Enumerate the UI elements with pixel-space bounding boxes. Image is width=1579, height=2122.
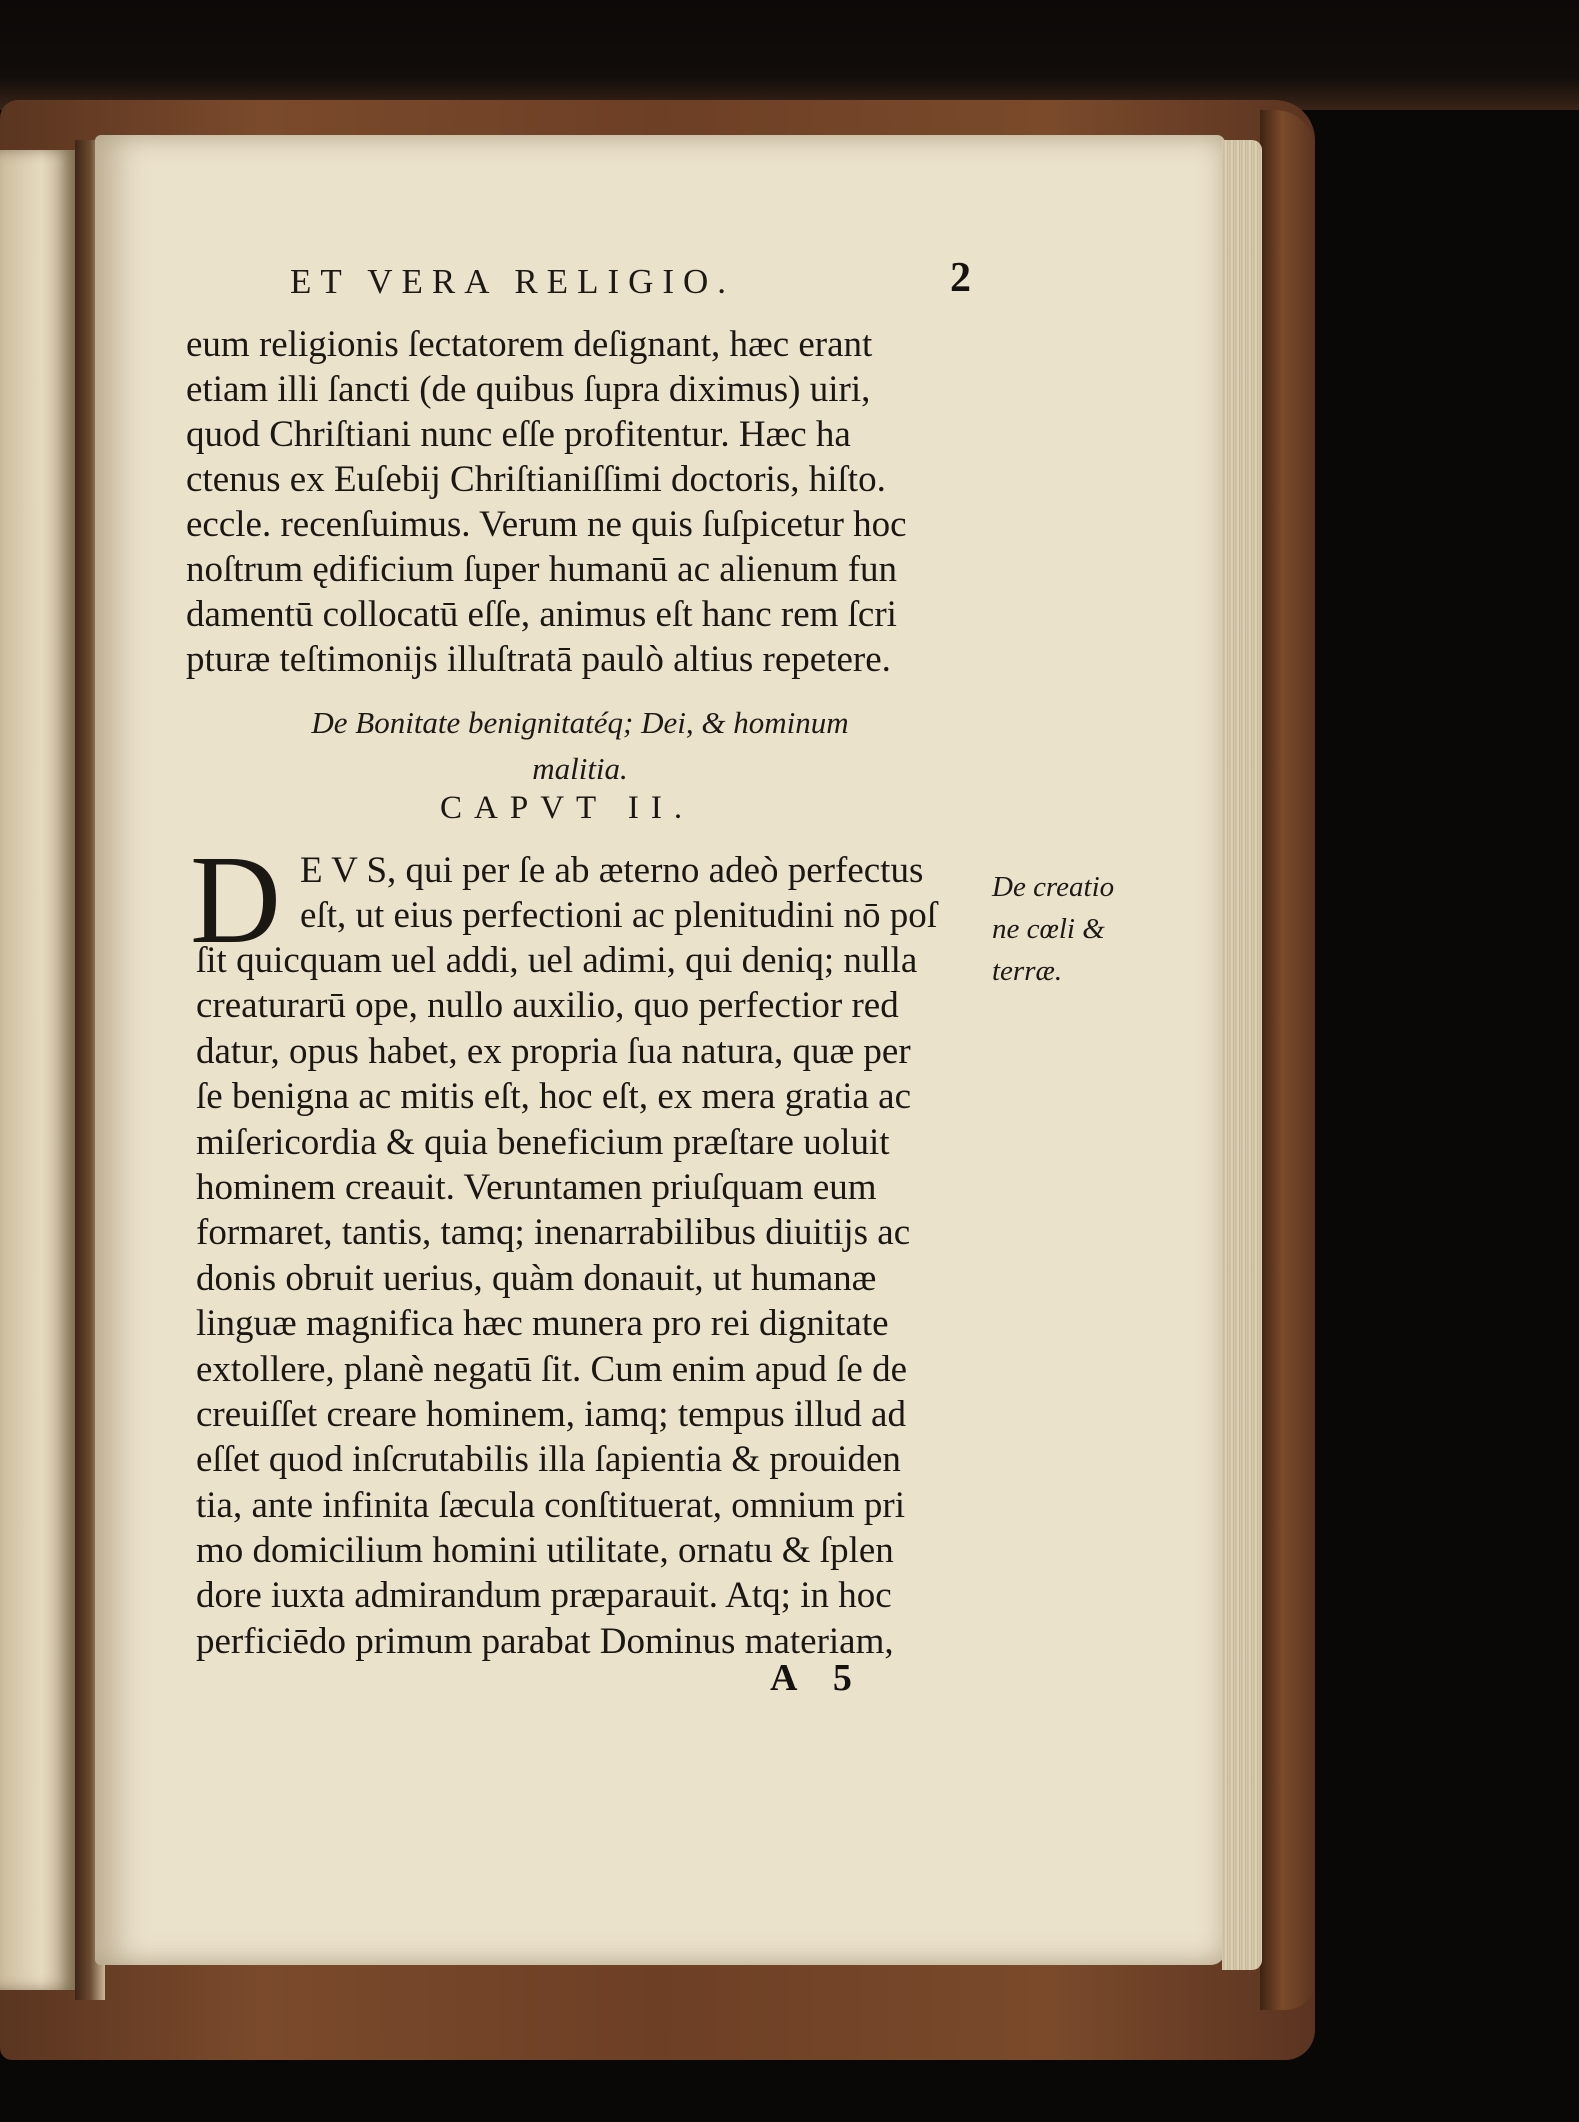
folio-number: 2 (950, 255, 971, 301)
chapter-line: formaret, tantis, tamq; inenarrabilibus diuitijs ac (196, 1212, 911, 1254)
chapter-heading: CAPVT II. (440, 790, 695, 826)
chapter-line: creaturarū ope, nullo auxilio, quo perfectior red (196, 985, 899, 1027)
body-line: ctenus ex Euſebij Chriſtianiſſimi doctoris, hiſto. (186, 459, 886, 500)
scan-background-top (0, 0, 1579, 110)
chapter-line: mo domicilium homini utilitate, ornatu & ſplen (196, 1530, 894, 1572)
chapter-line: eſt, ut eius perfectioni ac plenitudini nō poſ (300, 895, 938, 936)
marginal-note (992, 866, 1142, 992)
drop-cap: D (190, 831, 281, 970)
chapter-line: eſſet quod inſcrutabilis illa ſapientia & prouiden (196, 1439, 901, 1481)
section-subheading (220, 700, 940, 792)
marginal-line: terræ. (992, 955, 1063, 987)
body-line: damentū collocatū eſſe, animus eſt hanc rem ſcri (186, 594, 897, 635)
body-line: etiam illi ſancti (de quibus ſupra diximus) uiri, (186, 369, 871, 410)
chapter-line: donis obruit uerius, quàm donauit, ut humanæ (196, 1257, 877, 1299)
chapter-line: datur, opus habet, ex propria ſua natura, quæ per (196, 1030, 911, 1072)
chapter-opening-text (300, 848, 1000, 938)
signature-mark: A 5 (770, 1657, 866, 1699)
chapter-line: dore iuxta admirandum præparauit. Atq; in hoc (196, 1575, 892, 1617)
cover-fore-edge (1260, 110, 1315, 2010)
facing-page-edge (0, 150, 75, 1990)
chapter-line: extollere, planè negatū ſit. Cum enim apud ſe de (196, 1348, 908, 1390)
chapter-line: creuiſſet creare hominem, iamq; tempus illud ad (196, 1393, 906, 1435)
chapter-line: hominem creauit. Veruntamen priuſquam eum (196, 1166, 877, 1208)
running-head: ET VERA RELIGIO. (290, 262, 736, 301)
chapter-line: ſit quicquam uel addi, uel adimi, qui deniq; nulla (196, 940, 918, 981)
body-line: eum religionis ſectatorem deſignant, hæc erant (186, 324, 873, 365)
body-line: quod Chriſtiani nunc eſſe profitentur. Hæc ha (186, 414, 851, 455)
chapter-line: perficiēdo primum parabat Dominus materiam, (196, 1620, 894, 1662)
chapter-line: E V S, qui per ſe ab æterno adeò perfectus (300, 850, 924, 891)
chapter-line: linguæ magnifica hæc munera pro rei dignitate (196, 1303, 889, 1345)
body-line: noſtrum ędificium ſuper humanū ac alienum fun (186, 549, 898, 590)
body-line: pturæ teſtimonijs illuſtratā paulò altius repetere. (186, 639, 891, 680)
chapter-line: tia, ante infinita ſæcula conſtituerat, omnium pri (196, 1484, 905, 1526)
body-text (186, 322, 1006, 682)
chapter-line: miſericordia & quia beneficium præſtare uoluit (196, 1121, 890, 1163)
subheading-line: De Bonitate benignitatéq; Dei, & hominum (311, 705, 849, 740)
body-line: eccle. recenſuimus. Verum ne quis ſuſpicetur hoc (186, 504, 907, 545)
page-block-edge (1222, 140, 1262, 1970)
subheading-line: malitia. (532, 751, 628, 786)
marginal-line: ne cœli & (992, 913, 1105, 945)
chapter-text (196, 938, 1016, 1664)
chapter-line: ſe benigna ac mitis eſt, hoc eſt, ex mera gratia ac (196, 1076, 912, 1118)
marginal-line: De creatio (992, 871, 1115, 903)
